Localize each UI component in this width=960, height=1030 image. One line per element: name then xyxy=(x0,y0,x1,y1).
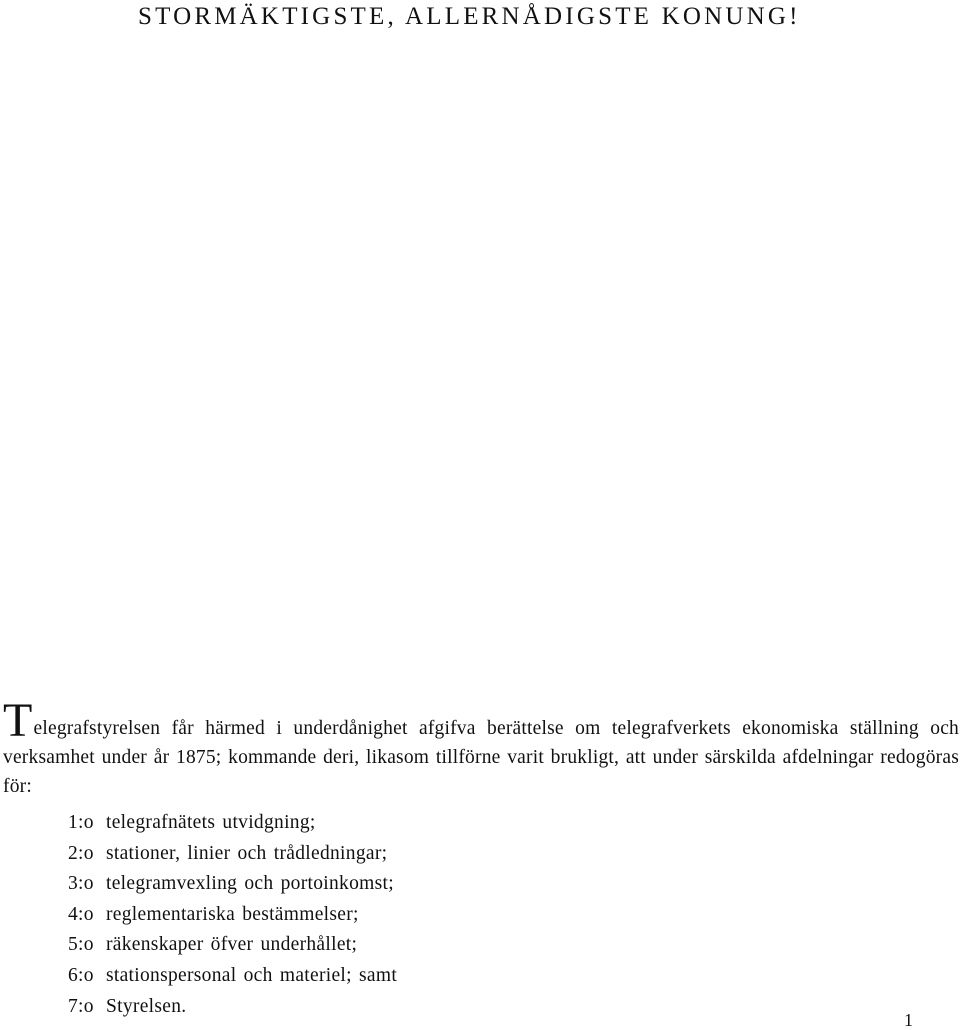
list-item-number: 1:o xyxy=(68,812,94,833)
list-item-text: stationspersonal och materiel; samt xyxy=(106,964,398,986)
list-item-number: 2:o xyxy=(68,842,94,864)
list-item-number: 4:o xyxy=(68,903,94,925)
section-list xyxy=(68,808,397,1022)
drop-cap: T xyxy=(3,693,33,747)
list-item xyxy=(68,869,397,900)
list-item-text: räkenskaper öfver underhållet; xyxy=(106,934,358,956)
intro-paragraph xyxy=(3,693,959,802)
list-item xyxy=(68,808,397,839)
list-item-text: stationer, linier och trådledningar; xyxy=(106,842,388,864)
list-item-text: telegrafnätets utvidgning; xyxy=(106,812,316,833)
list-item-number: 5:o xyxy=(68,934,94,956)
page-heading: STORMÄKTIGSTE, ALLERNÅDIGSTE KONUNG! xyxy=(138,3,801,30)
list-item xyxy=(68,961,397,992)
list-item xyxy=(68,992,397,1023)
list-item-text: Styrelsen. xyxy=(106,995,187,1017)
page-number: 1 xyxy=(904,1010,913,1030)
list-item-number: 6:o xyxy=(68,964,94,986)
list-item-number: 3:o xyxy=(68,873,94,895)
list-item-number: 7:o xyxy=(68,995,94,1017)
list-item xyxy=(68,900,397,931)
list-item-text: telegramvexling och portoinkomst; xyxy=(106,873,394,895)
list-item xyxy=(68,930,397,961)
list-item-text: reglementariska bestämmelser; xyxy=(106,903,359,925)
list-item xyxy=(68,839,397,870)
intro-text: elegrafstyrelsen får härmed i underdånighet afgifva berättelse om telegrafverkets ekonomiska ställning och verksamhet under år 1875; kommande deri, likasom tillförne varit brukligt, att under särskilda afdelningar redogöras för: xyxy=(3,717,959,798)
